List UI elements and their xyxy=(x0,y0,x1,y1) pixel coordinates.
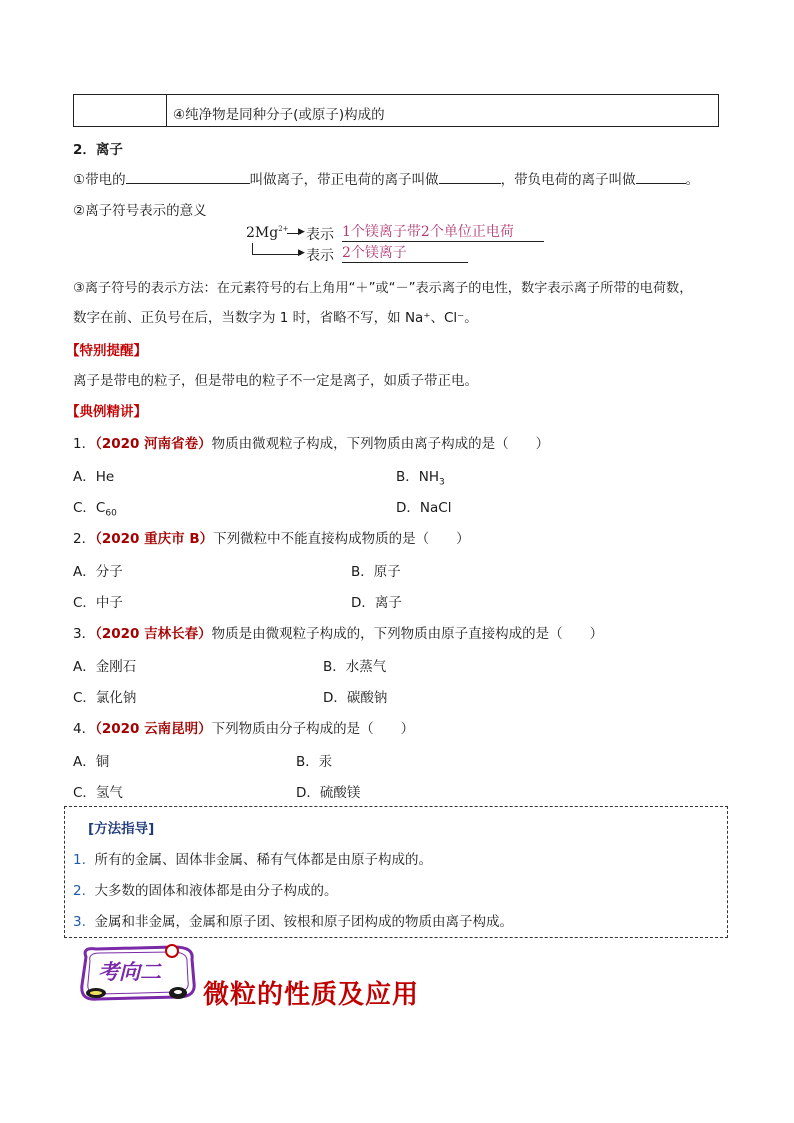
q2-option-b[interactable]: B．原子 xyxy=(351,564,401,580)
q3-option-a[interactable]: A．金刚石 xyxy=(73,659,137,675)
ion-formula xyxy=(246,225,289,241)
arrow-head-1: ▶ xyxy=(298,227,305,237)
question-text: 下列微粒中不能直接构成物质的是（ ） xyxy=(213,531,470,547)
method-item xyxy=(73,910,513,930)
section-heading-ion: 2．离子 xyxy=(73,142,123,158)
table-cell-text: ④纯净物是同种分子(或原子)构成的 xyxy=(173,107,385,123)
p1-part-d: 。 xyxy=(685,172,700,188)
arrow-line-2 xyxy=(252,254,301,255)
question-number: 1． xyxy=(73,436,96,452)
q3-option-d[interactable]: D．碳酸钠 xyxy=(323,690,388,706)
q4-option-d[interactable]: D．硫酸镁 xyxy=(296,785,361,801)
blank-anion[interactable] xyxy=(636,169,686,184)
q1-option-c[interactable] xyxy=(73,496,117,519)
label-1: 表示 xyxy=(306,227,334,243)
label-2: 表示 xyxy=(306,248,334,264)
ion-definition-paragraph xyxy=(73,168,699,188)
question-text: 下列物质由分子构成的是（ ） xyxy=(211,721,415,737)
question-source: （2020 河南省卷） xyxy=(95,436,212,452)
q1-option-b[interactable] xyxy=(396,465,445,488)
question-source: （2020 云南昆明） xyxy=(95,721,212,737)
question-text: 物质由微观粒子构成，下列物质由离子构成的是（ ） xyxy=(211,436,550,452)
meaning-2: 2个镁离子 xyxy=(342,242,468,263)
ion-formula-text: 2Mg xyxy=(246,225,279,241)
option-b-text: B．NH xyxy=(396,469,440,485)
q4-option-a[interactable]: A．铜 xyxy=(73,754,110,770)
method-item-text: 所有的金属、固体非金属、稀有气体都是由原子构成的。 xyxy=(94,852,432,868)
meaning-1: 1个镁离子带2个单位正电荷 xyxy=(342,221,544,242)
question-text: 物质是由微观粒子构成的，下列物质由原子直接构成的是（ ） xyxy=(211,626,604,642)
question-2 xyxy=(73,527,470,547)
method-item xyxy=(73,879,337,899)
q4-option-c[interactable]: C．氢气 xyxy=(73,785,123,801)
question-1 xyxy=(73,432,549,452)
question-3 xyxy=(73,622,603,642)
option-c-text: C．C xyxy=(73,500,106,516)
method-guide-box xyxy=(64,806,728,938)
section-heading: 微粒的性质及应用 xyxy=(203,980,420,1010)
p1-part-c: ，带负电荷的离子叫做 xyxy=(500,172,636,188)
option-c-subscript: 60 xyxy=(105,508,117,519)
q2-option-c[interactable]: C．中子 xyxy=(73,595,123,611)
method-item-text: 金属和非金属，金属和原子团、铵根和原子团构成的物质由离子构成。 xyxy=(94,914,513,930)
question-source: （2020 吉林长春） xyxy=(95,626,212,642)
cell-divider xyxy=(166,95,167,126)
question-number: 2． xyxy=(73,531,96,547)
table-row xyxy=(73,94,719,127)
q3-option-c[interactable]: C．氯化钠 xyxy=(73,690,137,706)
blank-ion[interactable] xyxy=(126,169,250,184)
examples-title: 【典例精讲】 xyxy=(66,404,147,420)
ion-charge: 2+ xyxy=(278,225,289,233)
logo-badge-icon xyxy=(74,943,204,1005)
reminder-text: 离子是带电的粒子，但是带电的粒子不一定是离子，如质子带正电。 xyxy=(73,373,478,389)
arrow-head-2: ▶ xyxy=(298,248,305,258)
q4-option-b[interactable]: B．汞 xyxy=(296,754,333,770)
ion-symbol-meaning-title: ②离子符号表示的意义 xyxy=(73,203,207,219)
q3-option-b[interactable]: B．水蒸气 xyxy=(323,659,387,675)
method-item-text: 大多数的固体和液体都是由分子构成的。 xyxy=(94,883,338,899)
ion-symbol-diagram xyxy=(246,221,556,265)
question-source: （2020 重庆市 B） xyxy=(95,531,214,547)
method-item-number: 1. xyxy=(73,852,86,868)
section-logo xyxy=(74,943,204,1005)
question-number: 3． xyxy=(73,626,96,642)
q2-option-a[interactable]: A．分子 xyxy=(73,564,123,580)
q1-option-a[interactable]: A．He xyxy=(73,469,115,485)
p1-part-b: 叫做离子，带正电荷的离子叫做 xyxy=(249,172,439,188)
question-number: 4． xyxy=(73,721,96,737)
option-b-subscript: 3 xyxy=(439,477,445,488)
p1-part-a: ①带电的 xyxy=(73,172,126,188)
logo-text: 考向二 xyxy=(98,959,161,984)
question-4 xyxy=(73,717,414,737)
method-item-number: 3. xyxy=(73,914,86,930)
method-item-number: 2. xyxy=(73,883,86,899)
method-title: [方法指导] xyxy=(88,821,155,837)
ion-notation-line-2: 数字在前、正负号在后，当数字为 1 时，省略不写，如 Na⁺、Cl⁻。 xyxy=(73,310,478,326)
reminder-title: 【特别提醒】 xyxy=(66,343,147,359)
method-item xyxy=(73,848,432,868)
blank-cation[interactable] xyxy=(439,169,501,184)
q2-option-d[interactable]: D．离子 xyxy=(351,595,402,611)
q1-option-d[interactable]: D．NaCl xyxy=(396,500,452,516)
ion-notation-line-1: ③离子符号的表示方法：在元素符号的右上角用“＋”或“－”表示离子的电性，数字表示离子所带的电荷数， xyxy=(73,281,693,296)
